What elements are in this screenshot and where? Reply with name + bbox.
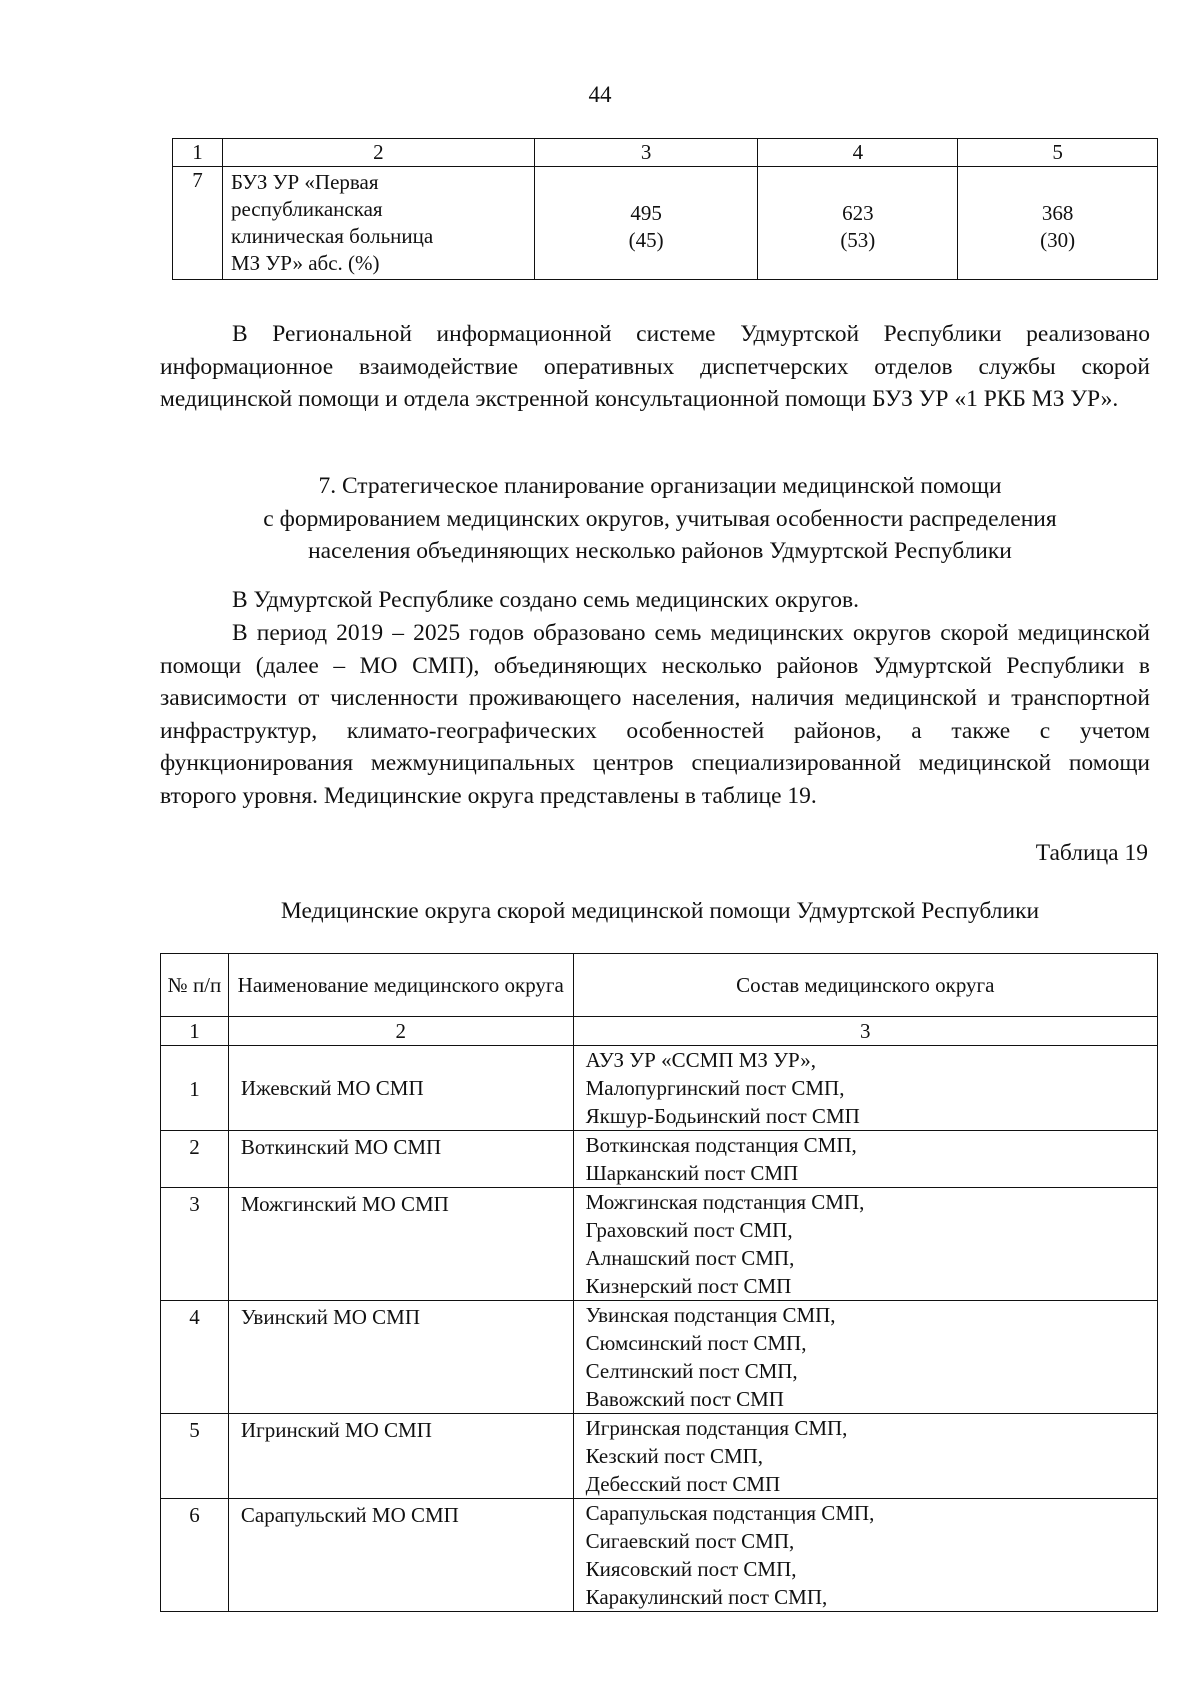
row-number: 1 bbox=[161, 1046, 229, 1131]
page-number: 44 bbox=[588, 82, 612, 107]
composition-item: Якшур-Бодьинский пост СМП bbox=[585, 1104, 860, 1128]
row-number: 6 bbox=[161, 1499, 229, 1612]
absolute-value: 368 bbox=[1041, 201, 1074, 225]
district-name: Воткинский МО СМП bbox=[228, 1131, 573, 1188]
composition-item: АУЗ УР «ССМП МЗ УР», bbox=[585, 1048, 816, 1072]
row-number: 2 bbox=[161, 1131, 229, 1188]
table-row bbox=[161, 1046, 1158, 1131]
district-composition bbox=[573, 1046, 1157, 1131]
composition-item: Увинская подстанция СМП, bbox=[585, 1303, 836, 1327]
composition-item: Вавожский пост СМП bbox=[585, 1387, 784, 1411]
districts-table bbox=[160, 953, 1158, 1612]
composition-item: Сюмсинский пост СМП, bbox=[585, 1331, 807, 1355]
row-number: 3 bbox=[161, 1188, 229, 1301]
institution-name-line: республиканская bbox=[230, 197, 383, 221]
paragraph-districts-created: В Удмуртской Республике создано семь медицинских округов. bbox=[232, 587, 860, 613]
composition-item: Селтинский пост СМП, bbox=[585, 1359, 798, 1383]
district-composition bbox=[573, 1131, 1157, 1188]
table-row bbox=[161, 1499, 1158, 1612]
composition-item: Можгинская подстанция СМП, bbox=[585, 1190, 865, 1214]
institution-name-line: клиническая больница bbox=[230, 224, 434, 248]
composition-item: Кизнерский пост СМП bbox=[585, 1274, 792, 1298]
row-number: 5 bbox=[161, 1414, 229, 1499]
column-numbers-row bbox=[161, 1017, 1158, 1046]
absolute-value: 495 bbox=[630, 201, 662, 225]
table-row bbox=[161, 1414, 1158, 1499]
section-heading-line: с формированием медицинских округов, учитывая особенности распределения bbox=[263, 505, 1057, 532]
composition-item: Кезский пост СМП, bbox=[585, 1444, 764, 1468]
row-number: 4 bbox=[161, 1301, 229, 1414]
composition-item: Воткинская подстанция СМП, bbox=[585, 1133, 857, 1157]
composition-item: Игринская подстанция СМП, bbox=[585, 1416, 848, 1440]
composition-item: Киясовский пост СМП, bbox=[585, 1557, 797, 1581]
top-table-col-number: 5 bbox=[958, 139, 1158, 167]
table-row bbox=[161, 1188, 1158, 1301]
top-table-col-number: 1 bbox=[173, 139, 223, 167]
district-name: Сарапульский МО СМП bbox=[228, 1499, 573, 1612]
value-cell bbox=[958, 167, 1158, 280]
value-cell bbox=[534, 167, 758, 280]
district-composition bbox=[573, 1301, 1157, 1414]
composition-item: Сигаевский пост СМП, bbox=[585, 1529, 795, 1553]
composition-item: Сарапульская подстанция СМП, bbox=[585, 1501, 875, 1525]
column-number: 2 bbox=[228, 1017, 573, 1046]
composition-item: Шарканский пост СМП bbox=[585, 1161, 799, 1185]
table-row bbox=[173, 167, 1158, 280]
table-caption: Медицинские округа скорой медицинской помощи Удмуртской Республики bbox=[280, 898, 1040, 924]
table-row bbox=[161, 1301, 1158, 1414]
top-table-header-row bbox=[173, 139, 1158, 167]
value-cell bbox=[758, 167, 958, 280]
district-composition bbox=[573, 1188, 1157, 1301]
paragraph-regional-system: В Региональной информационной системе Удмуртской Республики реализовано информационное взаимодействие оперативных диспетчерских отделов службы скорой медицинской помощи и отдела экстренной консультационной помощи БУЗ УР «1 РКБ МЗ УР». bbox=[160, 321, 1150, 412]
percent-value: (45) bbox=[628, 228, 664, 252]
table-header-row bbox=[161, 954, 1158, 1017]
header-number: № п/п bbox=[161, 954, 229, 1017]
institution-name-line: БУЗ УР «Первая bbox=[230, 170, 379, 194]
top-table-col-number: 4 bbox=[758, 139, 958, 167]
district-name: Можгинский МО СМП bbox=[228, 1188, 573, 1301]
district-name: Увинский МО СМП bbox=[228, 1301, 573, 1414]
composition-item: Граховский пост СМП, bbox=[585, 1218, 793, 1242]
top-table-col-number: 2 bbox=[222, 139, 534, 167]
section-heading-line: 7. Стратегическое планирование организации медицинской помощи bbox=[318, 473, 1002, 499]
table-label: Таблица 19 bbox=[1035, 840, 1148, 866]
column-number: 3 bbox=[573, 1017, 1157, 1046]
section-heading bbox=[160, 470, 1160, 568]
district-composition bbox=[573, 1414, 1157, 1499]
percent-value: (53) bbox=[840, 228, 876, 252]
composition-item: Алнашский пост СМП, bbox=[585, 1246, 795, 1270]
district-name: Ижевский МО СМП bbox=[228, 1046, 573, 1131]
header-composition: Состав медицинского округа bbox=[573, 954, 1157, 1017]
percent-value: (30) bbox=[1040, 228, 1076, 252]
top-table-col-number: 3 bbox=[534, 139, 758, 167]
district-name: Игринский МО СМП bbox=[228, 1414, 573, 1499]
composition-item: Дебесский пост СМП bbox=[585, 1472, 781, 1496]
institution-name-line: МЗ УР» абс. (%) bbox=[230, 251, 380, 275]
top-table bbox=[172, 138, 1158, 280]
column-number: 1 bbox=[161, 1017, 229, 1046]
institution-name bbox=[222, 167, 534, 280]
header-district-name: Наименование медицинского округа bbox=[228, 954, 573, 1017]
section-heading-line: населения объединяющих несколько районов Удмуртской Республики bbox=[308, 538, 1012, 564]
composition-item: Малопургинский пост СМП, bbox=[585, 1076, 845, 1100]
composition-item: Каракулинский пост СМП, bbox=[585, 1585, 828, 1609]
paragraph-period: В период 2019 – 2025 годов образовано семь медицинских округов скорой медицинской помощи (далее – МО СМП), объединяющих несколько районов Удмуртской Республики в зависимости от численности проживающего населения, наличия медицинской и транспортной инфраструктур, климато-географических особенностей районов, а также с учетом функционирования межмуниципальных центров специализированной медицинской помощи второго уровня. Медицинские округа представлены в таблице 19. bbox=[160, 620, 1150, 809]
district-composition bbox=[573, 1499, 1157, 1612]
row-number: 7 bbox=[173, 167, 223, 280]
absolute-value: 623 bbox=[842, 201, 874, 225]
table-row bbox=[161, 1131, 1158, 1188]
